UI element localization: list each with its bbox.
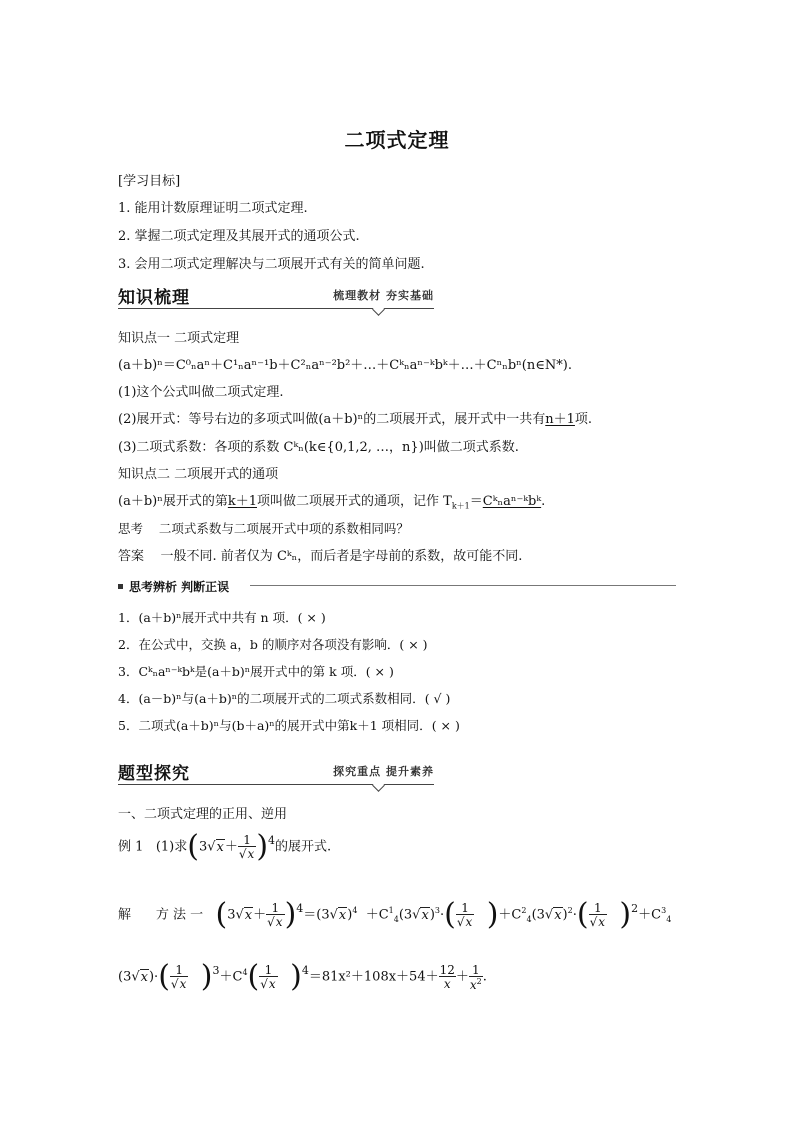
divider (250, 585, 676, 586)
kp1-line1: (1)这个公式叫做二项式定理. (118, 385, 284, 400)
kp2-title: 知识点二 二项展开式的通项 (118, 467, 279, 482)
judge-item (118, 609, 326, 627)
kp2-line-sub: k＋1 (451, 501, 470, 511)
judge-header (118, 576, 229, 595)
judge-item (118, 717, 460, 735)
chevron-down-icon (372, 779, 385, 792)
kp2-line-pre: (a＋b)ⁿ展开式的第 (118, 494, 228, 509)
judge-item-text: 2．在公式中，交换 a，b 的顺序对各项没有影响． (118, 637, 400, 652)
judge-item (118, 663, 394, 681)
square-bullet-icon (118, 584, 123, 589)
section-title: 知识梳理 (118, 288, 190, 308)
kp1-line2 (118, 411, 592, 429)
example-suffix: 的展开式. (275, 839, 332, 855)
solution-row-2: (3√x)·( $\frac{1}{√x}$ )$^3+C^4$( $\frac{1}{√x}$ )$^4$＝81x²＋108x＋54＋ $\frac{12}{x}$ ＋ $\frac{1}{x^2}$ . (118, 959, 487, 994)
section-underline (118, 784, 434, 785)
kp2-line-blank: k＋1 (227, 494, 257, 509)
kp1-line3: (3)二项式系数：各项的系数 Cᵏₙ(k∈{0,1,2, …，n})叫做二项式系数. (118, 440, 519, 455)
judge-item-text: 3．Cᵏₙaⁿ⁻ᵏbᵏ是(a＋b)ⁿ展开式中的第 k 项． (118, 664, 366, 679)
kp2-line (118, 493, 545, 516)
judge-item-mark: ( × ) (431, 718, 460, 733)
solution-result: ＝81x²＋108x＋54＋ (308, 969, 439, 985)
kp1-title: 知识点一 二项式定理 (118, 331, 240, 346)
judge-header-text: 思考辨析 判断正误 (129, 580, 230, 594)
judge-item (118, 636, 428, 654)
goal-item-3: 3. 会用二项式定理解决与二项展开式有关的简单问题. (118, 257, 425, 272)
judge-item-mark: ( × ) (365, 664, 394, 679)
think-question: 二项式系数与二项展开式中项的系数相同吗？ (158, 521, 409, 536)
kp2-line-blank2: Cᵏₙaⁿ⁻ᵏbᵏ (482, 494, 542, 509)
judge-item (118, 690, 450, 708)
section-title: 题型探究 (118, 764, 190, 784)
solution-label: 解 (118, 907, 132, 923)
goal-item-1: 1. 能用计数原理证明二项式定理. (118, 201, 308, 216)
kp1-line2-pre: (2)展开式：等号右边的多项式叫做(a＋b)ⁿ的二项展开式，展开式中一共有 (118, 412, 546, 427)
example-part: (1)求 (155, 839, 188, 855)
judge-item-text: 1．(a＋b)ⁿ展开式中共有 n 项． (118, 610, 298, 625)
goals-header: [学习目标] (118, 174, 181, 189)
section-underline (118, 308, 434, 309)
type1-title: 一、二项式定理的正用、逆用 (118, 807, 288, 822)
section-header-explore (118, 759, 434, 785)
kp1-formula: (a＋b)ⁿ＝C⁰ₙaⁿ＋C¹ₙaⁿ⁻¹b＋C²ₙaⁿ⁻²b²＋…＋Cᵏₙaⁿ⁻ᵏbᵏ＋…＋Cⁿₙbⁿ(n∈N*). (118, 358, 572, 373)
kp2-line-mid: 项叫做二项展开式的通项，记作 T (257, 494, 452, 509)
judge-item-text: 4．(a－b)ⁿ与(a＋b)ⁿ的二项展开式的二项式系数相同． (118, 691, 425, 706)
example-row: 例 1 (1)求(3√x＋ $\frac{1}{√x}$ )$^4$的展开式. (118, 829, 332, 864)
judge-item-mark: ( √ ) (424, 691, 451, 706)
kp2-line-eq: ＝ (469, 494, 483, 509)
section-subtitle: 探究重点 提升素养 (333, 765, 434, 778)
chevron-down-icon (372, 303, 385, 316)
answer-label: 答案 (118, 549, 145, 564)
judge-item-mark: ( × ) (297, 610, 326, 625)
solution-row-1: 解 方 法 一 (3√x＋ $\frac{1}{√x}$ )$^4=(3√x)^4 +C^1_4(3√x)^3\cdot$( $\frac{1}{√x}$ )$+C^2_4(3√x)^2\cdot$( $\frac{1}{√x}$ )$^2+C^3_4$ (118, 897, 672, 932)
kp1-line2-post: 项. (574, 412, 593, 427)
judge-item-mark: ( × ) (399, 637, 428, 652)
section-subtitle: 梳理教材 夯实基础 (333, 289, 434, 302)
think-question-row (118, 520, 409, 538)
think-answer-row (118, 548, 522, 566)
example-label: 例 1 (118, 839, 144, 855)
kp1-line2-blank: n＋1 (545, 412, 575, 427)
judge-item-text: 5．二项式(a＋b)ⁿ与(b＋a)ⁿ的展开式中第k＋1 项相同． (118, 718, 432, 733)
method-label: 方 法 一 (155, 907, 204, 923)
kp2-line-end: . (541, 494, 546, 509)
goal-item-2: 2. 掌握二项式定理及其展开式的通项公式. (118, 229, 360, 244)
answer-text: 一般不同. 前者仅为 Cᵏₙ，而后者是字母前的系数，故可能不同. (160, 549, 523, 564)
section-header-knowledge (118, 283, 434, 309)
think-label: 思考 (118, 521, 144, 536)
page-title: 二项式定理 (344, 128, 450, 152)
